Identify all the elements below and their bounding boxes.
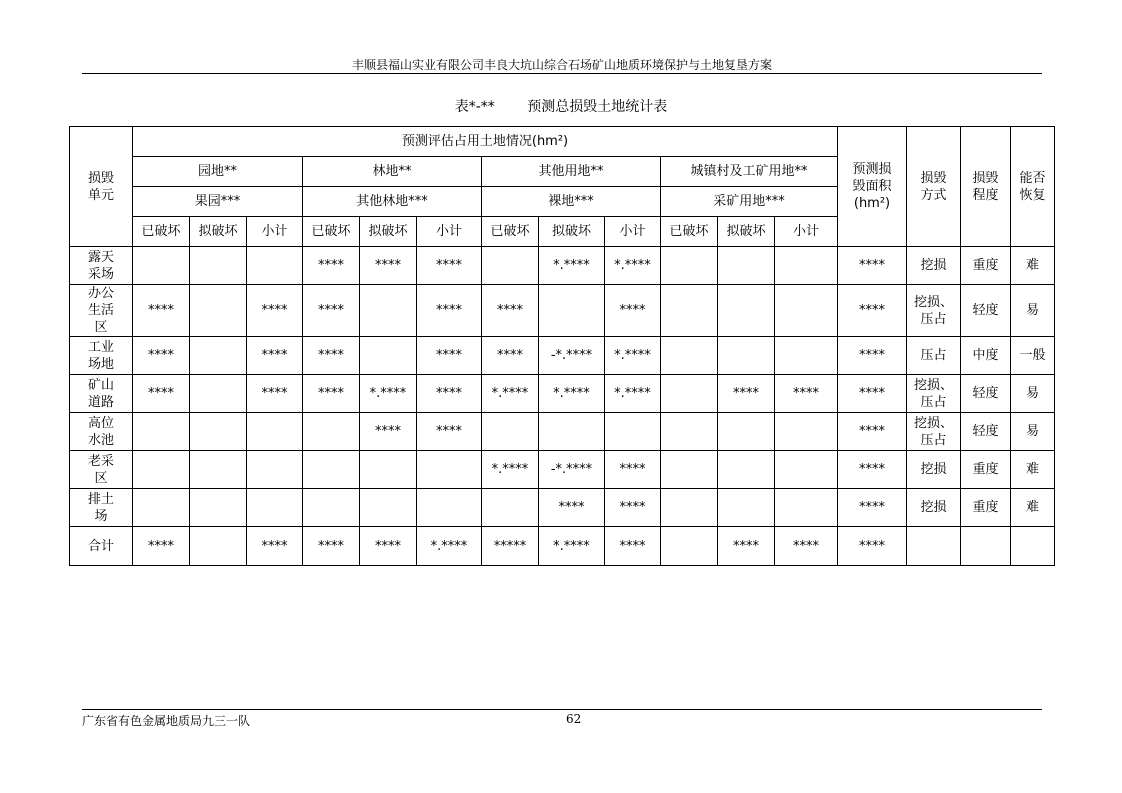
value-cell [303, 413, 360, 451]
degree-cell: 轻度 [961, 285, 1011, 337]
value-cell: **** [417, 413, 482, 451]
page-number: 62 [566, 712, 582, 726]
row-unit-cell: 高位水池 [70, 413, 133, 451]
value-cell: -*.**** [539, 451, 605, 489]
header-recoverable: 能否恢复 [1011, 127, 1055, 247]
value-cell: **** [303, 337, 360, 375]
value-cell: **** [133, 337, 190, 375]
header-damage-method: 损毁方式 [907, 127, 961, 247]
method-cell: 挖损、压占 [907, 375, 961, 413]
value-cell [775, 451, 838, 489]
recover-cell: 一般 [1011, 337, 1055, 375]
row-unit-cell: 办公生活区 [70, 285, 133, 337]
footer-rule [82, 709, 1042, 710]
area-cell: **** [838, 451, 907, 489]
value-cell: **** [605, 285, 661, 337]
value-cell: **** [247, 337, 303, 375]
area-cell: **** [838, 337, 907, 375]
value-cell [247, 247, 303, 285]
method-cell: 挖损 [907, 451, 961, 489]
value-cell [539, 413, 605, 451]
value-cell: **** [417, 375, 482, 413]
value-cell [482, 489, 539, 527]
value-cell [718, 247, 775, 285]
header-sub-col: 拟破坏 [190, 217, 247, 247]
table-row [70, 247, 1055, 285]
value-cell [775, 337, 838, 375]
area-cell: **** [838, 527, 907, 566]
value-cell [190, 247, 247, 285]
value-cell [661, 527, 718, 566]
value-cell [775, 285, 838, 337]
value-cell: **** [482, 337, 539, 375]
header-category: 城镇村及工矿用地** [661, 157, 838, 187]
value-cell: *.**** [360, 375, 417, 413]
table-name: 预测总损毁土地统计表 [527, 99, 668, 115]
value-cell [190, 285, 247, 337]
value-cell: **** [605, 489, 661, 527]
value-cell [360, 451, 417, 489]
value-cell: **** [718, 527, 775, 566]
value-cell [303, 451, 360, 489]
row-unit-cell: 老采区 [70, 451, 133, 489]
value-cell: **** [482, 285, 539, 337]
row-unit-cell: 合计 [70, 527, 133, 566]
value-cell: ***** [482, 527, 539, 566]
value-cell: **** [605, 451, 661, 489]
degree-cell: 中度 [961, 337, 1011, 375]
recover-cell [1011, 527, 1055, 566]
value-cell [190, 489, 247, 527]
table-row [70, 413, 1055, 451]
value-cell: **** [360, 247, 417, 285]
header-category: 林地** [303, 157, 482, 187]
header-sub-col: 小计 [417, 217, 482, 247]
value-cell [247, 489, 303, 527]
row-unit-cell: 矿山道路 [70, 375, 133, 413]
header-damage-area: 预测损毁面积(hm²) [838, 127, 907, 247]
recover-cell: 易 [1011, 285, 1055, 337]
value-cell: *.**** [605, 247, 661, 285]
value-cell [718, 489, 775, 527]
header-category: 园地** [133, 157, 303, 187]
degree-cell: 重度 [961, 489, 1011, 527]
value-cell: **** [417, 337, 482, 375]
page-header-title: 丰顺县福山实业有限公司丰良大坑山综合石场矿山地质环境保护与土地复垦方案 [351, 58, 772, 72]
header-sub-col: 拟破坏 [718, 217, 775, 247]
header-sub-col: 已破坏 [303, 217, 360, 247]
value-cell [247, 451, 303, 489]
value-cell: **** [247, 375, 303, 413]
value-cell [303, 489, 360, 527]
method-cell: 挖损 [907, 489, 961, 527]
header-sub-col: 小计 [247, 217, 303, 247]
value-cell [360, 337, 417, 375]
value-cell [360, 285, 417, 337]
value-cell: -*.**** [539, 337, 605, 375]
value-cell: **** [360, 527, 417, 566]
value-cell [247, 413, 303, 451]
value-cell [190, 413, 247, 451]
value-cell [775, 413, 838, 451]
header-subcategory: 采矿用地*** [661, 187, 838, 217]
value-cell [605, 413, 661, 451]
table-number: 表*-** [454, 99, 495, 115]
value-cell: **** [605, 527, 661, 566]
value-cell: *.**** [482, 375, 539, 413]
value-cell [417, 451, 482, 489]
header-rule [82, 73, 1042, 74]
area-cell: **** [838, 489, 907, 527]
value-cell [718, 337, 775, 375]
area-cell: **** [838, 285, 907, 337]
footer-organization: 广东省有色金属地质局九三一队 [82, 714, 251, 728]
value-cell [133, 489, 190, 527]
value-cell: **** [417, 285, 482, 337]
value-cell: *.**** [417, 527, 482, 566]
header-sub-col: 拟破坏 [360, 217, 417, 247]
value-cell [133, 247, 190, 285]
value-cell [133, 413, 190, 451]
value-cell: **** [303, 527, 360, 566]
table-row [70, 337, 1055, 375]
value-cell: *.**** [539, 527, 605, 566]
recover-cell: 难 [1011, 489, 1055, 527]
value-cell [661, 375, 718, 413]
degree-cell: 轻度 [961, 413, 1011, 451]
degree-cell: 轻度 [961, 375, 1011, 413]
header-sub-col: 小计 [605, 217, 661, 247]
table-row [70, 375, 1055, 413]
header-land-use-group: 预测评估占用土地情况(hm²) [133, 127, 838, 157]
value-cell [661, 285, 718, 337]
value-cell [661, 337, 718, 375]
value-cell: **** [303, 285, 360, 337]
header-sub-col: 已破坏 [661, 217, 718, 247]
header-subcategory: 果园*** [133, 187, 303, 217]
table-row [70, 489, 1055, 527]
header-category: 其他用地** [482, 157, 661, 187]
value-cell [775, 489, 838, 527]
value-cell: **** [247, 527, 303, 566]
table-row [70, 285, 1055, 337]
value-cell: **** [133, 375, 190, 413]
value-cell: *.**** [539, 375, 605, 413]
header-sub-col: 已破坏 [482, 217, 539, 247]
value-cell [661, 489, 718, 527]
value-cell: **** [303, 375, 360, 413]
value-cell [133, 451, 190, 489]
area-cell: **** [838, 413, 907, 451]
degree-cell: 重度 [961, 451, 1011, 489]
method-cell: 压占 [907, 337, 961, 375]
value-cell [539, 285, 605, 337]
value-cell [417, 489, 482, 527]
value-cell [482, 413, 539, 451]
recover-cell: 难 [1011, 451, 1055, 489]
row-unit-cell: 排土场 [70, 489, 133, 527]
header-subcategory: 其他林地*** [303, 187, 482, 217]
header-damage-degree: 损毁程度 [961, 127, 1011, 247]
header-subcategory: 裸地*** [482, 187, 661, 217]
table-title [0, 96, 1122, 116]
header-damage-unit: 损毁单元 [70, 127, 133, 247]
value-cell: **** [539, 489, 605, 527]
value-cell: **** [360, 413, 417, 451]
method-cell: 挖损 [907, 247, 961, 285]
value-cell [718, 413, 775, 451]
value-cell [661, 413, 718, 451]
value-cell [661, 451, 718, 489]
value-cell: **** [775, 527, 838, 566]
value-cell: **** [133, 527, 190, 566]
value-cell [718, 285, 775, 337]
method-cell [907, 527, 961, 566]
header-sub-col: 小计 [775, 217, 838, 247]
value-cell: *.**** [605, 375, 661, 413]
degree-cell [961, 527, 1011, 566]
area-cell: **** [838, 375, 907, 413]
value-cell: **** [247, 285, 303, 337]
header-sub-col: 拟破坏 [539, 217, 605, 247]
value-cell [190, 451, 247, 489]
value-cell: **** [303, 247, 360, 285]
value-cell [718, 451, 775, 489]
row-unit-cell: 工业场地 [70, 337, 133, 375]
method-cell: 挖损、压占 [907, 413, 961, 451]
value-cell: *.**** [605, 337, 661, 375]
land-damage-table [69, 126, 1055, 566]
value-cell [661, 247, 718, 285]
table-total-row [70, 527, 1055, 566]
value-cell [360, 489, 417, 527]
recover-cell: 易 [1011, 375, 1055, 413]
value-cell: *.**** [539, 247, 605, 285]
value-cell [482, 247, 539, 285]
value-cell: *.**** [482, 451, 539, 489]
table-row [70, 451, 1055, 489]
value-cell: **** [417, 247, 482, 285]
value-cell: **** [133, 285, 190, 337]
method-cell: 挖损、压占 [907, 285, 961, 337]
value-cell [190, 527, 247, 566]
row-unit-cell: 露天采场 [70, 247, 133, 285]
degree-cell: 重度 [961, 247, 1011, 285]
value-cell [190, 337, 247, 375]
area-cell: **** [838, 247, 907, 285]
header-sub-col: 已破坏 [133, 217, 190, 247]
table-body [70, 247, 1055, 566]
value-cell: **** [775, 375, 838, 413]
value-cell [190, 375, 247, 413]
recover-cell: 易 [1011, 413, 1055, 451]
recover-cell: 难 [1011, 247, 1055, 285]
value-cell [775, 247, 838, 285]
value-cell: **** [718, 375, 775, 413]
